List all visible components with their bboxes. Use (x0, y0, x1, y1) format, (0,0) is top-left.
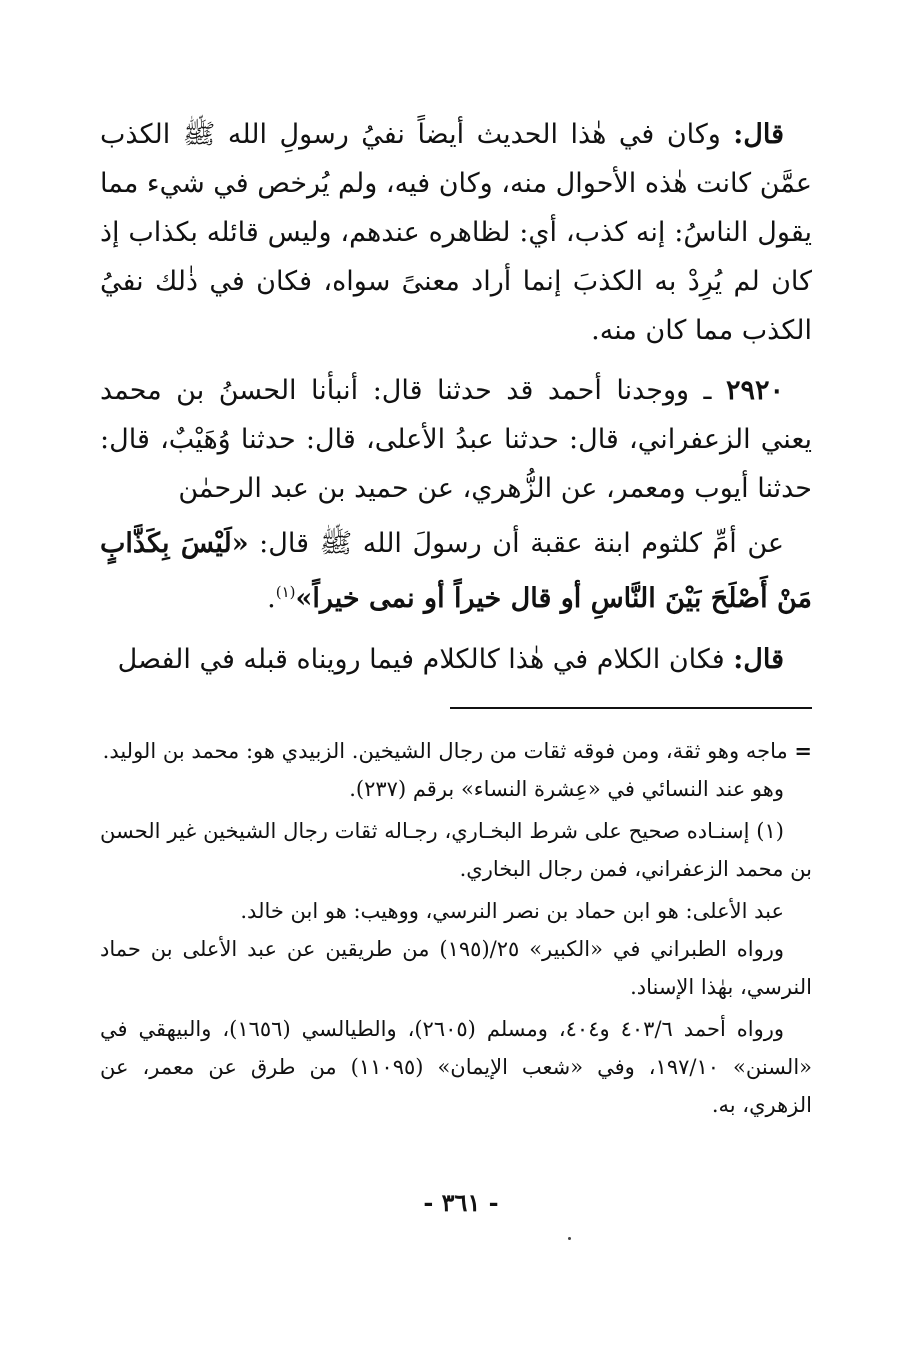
paragraph-hadith-chain (100, 366, 812, 513)
continuation-mark: = (794, 738, 812, 763)
footnote-1-narrators: عبد الأعلى: هو ابن حماد بن نصر النرسي، ووهيب: هو ابن خالد. (240, 899, 784, 923)
print-speck (568, 1237, 571, 1240)
paragraph-text: فكان الكلام في هٰذا كالكلام فيما رويناه قبله في الفصل (117, 644, 734, 675)
paragraph-lead: قال: (733, 119, 784, 150)
footnote-separator (450, 707, 812, 709)
paragraph-text: وكان في هٰذا الحديث أيضاً نفيُ رسولِ الله ﷺ الكذب عمَّن كانت هٰذه الأحوال منه، وكان فيه، ولم يُرخص في شيء مما يقول الناسُ: إنه كذب، أي: لظاهره عندهم، وليس قائله بكذاب إذ كان لم يُرِدْ به الكذبَ إنما أراد معنىً سواه، فكان في ذٰلك نفيُ الكذب مما كان منه. (100, 119, 812, 346)
paragraph-hadith-text (100, 519, 812, 629)
paragraph-commentary-2 (100, 635, 812, 684)
main-text (100, 110, 812, 684)
paragraph-commentary (100, 110, 812, 356)
paragraph-text: عن أمِّ كلثوم ابنة عقبة أن رسولَ الله ﷺ قال: (248, 528, 784, 559)
paragraph-lead: قال: (733, 644, 784, 675)
footnote-continued (100, 732, 812, 770)
footnote-ref: (١) (275, 583, 296, 601)
footnote-continued-2: وهو عند النسائي في «عِشرة النساء» برقم (٢٣٧). (349, 777, 784, 801)
footnote-text: ماجه وهو ثقة، ومن فوقه ثقات من رجال الشيخين. الزبيدي هو: محمد بن الوليد. (102, 739, 795, 763)
paragraph-text: ـ ووجدنا أحمد قد حدثنا قال: أنبأنا الحسنُ بن محمد يعني الزعفراني، قال: حدثنا عبدُ الأعلى، قال: حدثنا وُهَيْبٌ، قال: حدثنا أيوب ومعمر، عن الزُّهري، عن حميد بن عبد الرحمٰن (100, 375, 812, 504)
hadith-quote: «لَيْسَ بِكَذَّابٍ مَنْ أَصْلَحَ بَيْنَ النَّاسِ أو قال خيراً أو نمى خيراً» (100, 528, 812, 614)
hadith-number: ٢٩٢٠ (725, 375, 784, 406)
footnote-1-tabarani: ورواه الطبراني في «الكبير» ٢٥/(١٩٥) من طريقين عن عبد الأعلى بن حماد النرسي، بهٰذا الإسناد. (100, 937, 812, 999)
footnote-1-sources: ورواه أحمد ٤٠٣/٦ و٤٠٤، ومسلم (٢٦٠٥)، والطيالسي (١٦٥٦)، والبيهقي في «السنن» ١٩٧/١٠، وفي «شعب الإيمان» (١١٠٩٥) من طرق عن معمر، عن الزهري، به. (100, 1017, 813, 1117)
footnotes (100, 732, 812, 1124)
page-number: - ٣٦١ - (423, 1188, 499, 1217)
footnote-1: (١) إسنـاده صحيح على شرط البخـاري، رجـاله ثقات رجال الشيخين غير الحسن بن محمد الزعفراني، فمن رجال البخاري. (100, 819, 812, 881)
paragraph-end: . (267, 583, 276, 614)
